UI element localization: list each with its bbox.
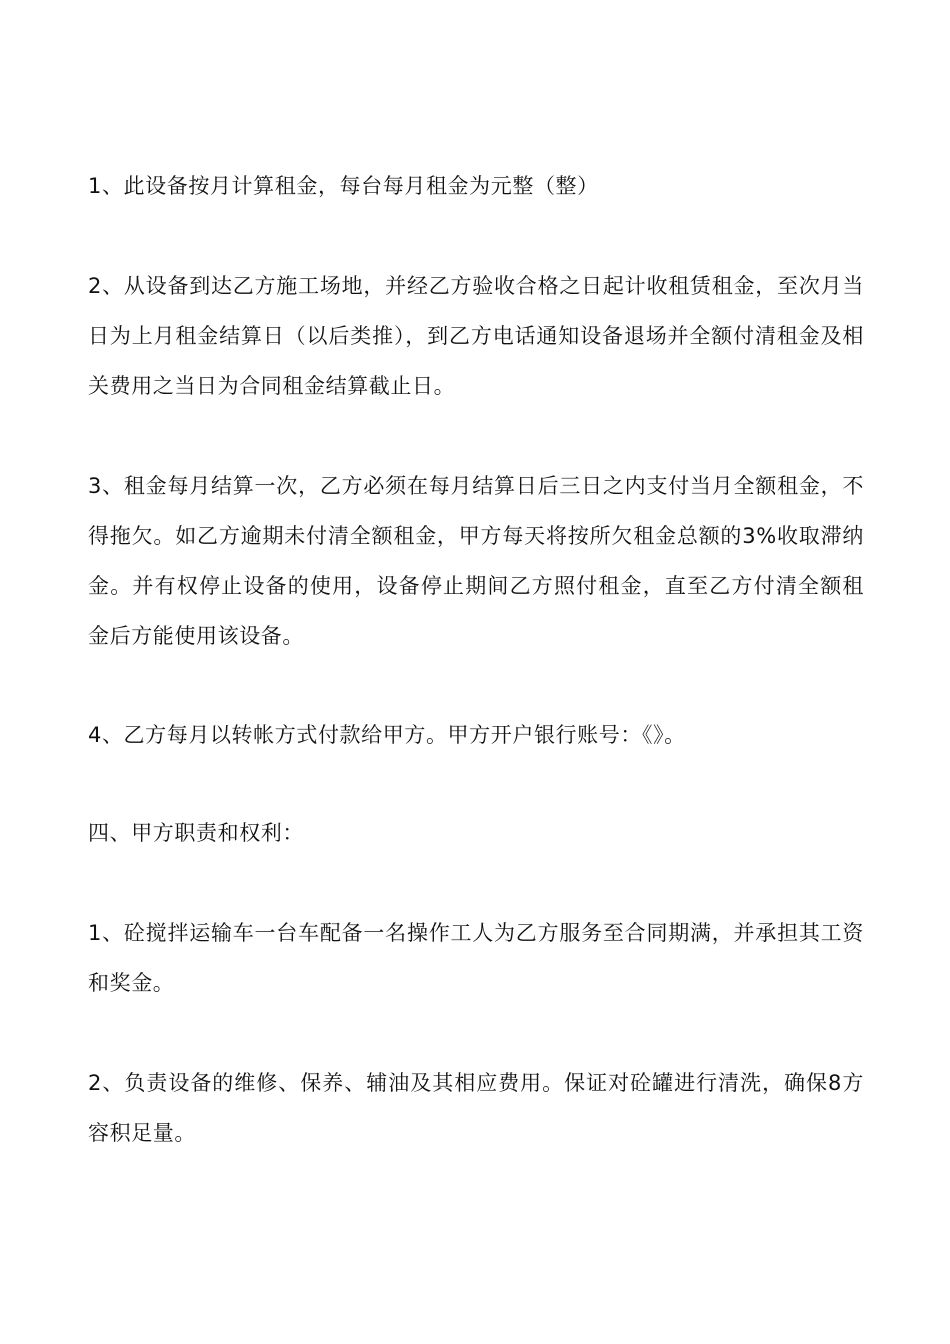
clause-maintenance: 2、负责设备的维修、保养、辅油及其相应费用。保证对砼罐进行清洗，确保8方容积足量。 xyxy=(88,1071,864,1145)
clause-monthly-settlement: 3、租金每月结算一次，乙方必须在每月结算日后三日之内支付当月全额租金，不得拖欠。如乙方逾期未付清全额租金，甲方每天将按所欠租金总额的3%收取滞纳金。并有权停止设备的使用，设备停止期间乙方照付租金，直至乙方付清全额租金后方能使用该设备。 xyxy=(88,474,864,648)
section-heading-party-a-duties: 四、甲方职责和权利： xyxy=(88,821,304,845)
clause-rent-start-date: 2、从设备到达乙方施工场地，并经乙方验收合格之日起计收租赁租金，至次月当日为上月租金结算日（以后类推），到乙方电话通知设备退场并全额付清租金及相关费用之当日为合同租金结算截止日。 xyxy=(88,274,864,398)
clause-rent-calculation: 1、此设备按月计算租金，每台每月租金为元整（整） xyxy=(88,174,599,198)
clause-operator-provision: 1、砼搅拌运输车一台车配备一名操作工人为乙方服务至合同期满，并承担其工资和奖金。 xyxy=(88,921,864,995)
clause-payment-method: 4、乙方每月以转帐方式付款给甲方。甲方开户银行账号：《》。 xyxy=(88,723,686,747)
